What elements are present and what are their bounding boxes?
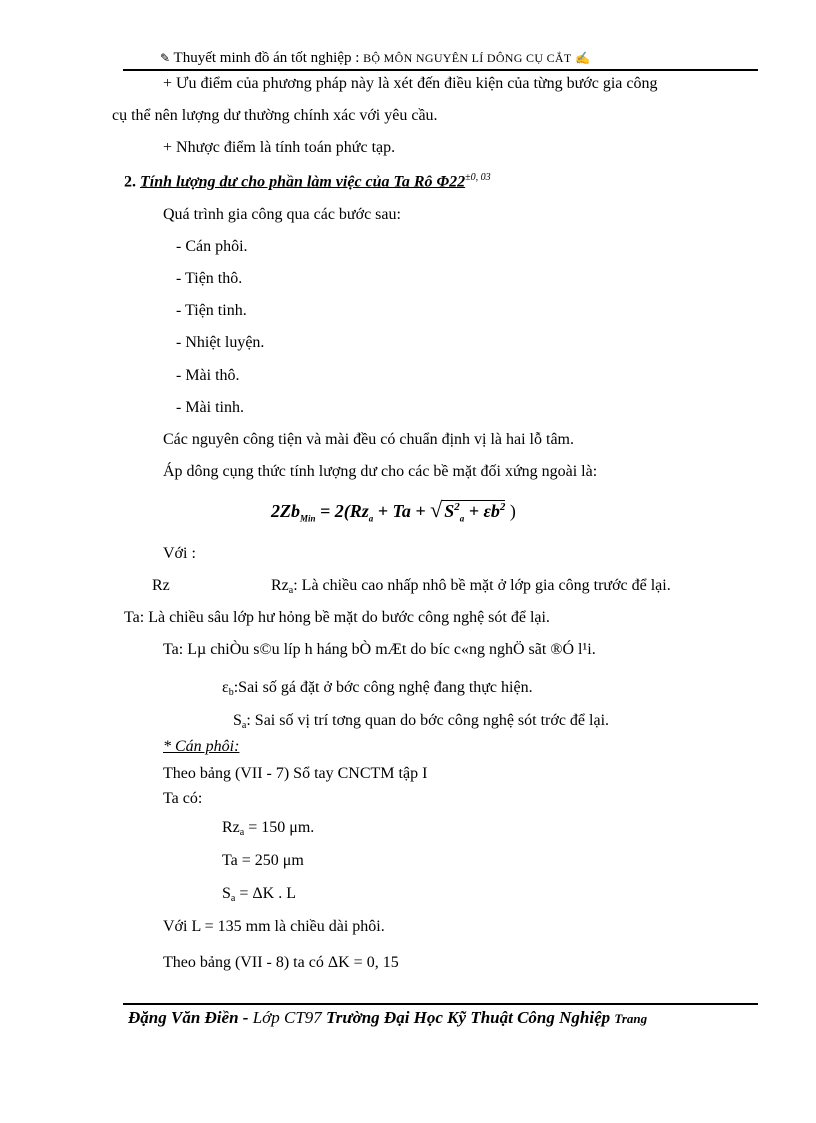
rz-value-symbol: Rz [222, 819, 240, 836]
sa-symbol: S [233, 712, 242, 729]
rza-desc: : Là chiều cao nhấp nhô bề mặt ở lớp gia công trước để lại. [293, 577, 671, 594]
step-item: - Nhiệt luyện. [176, 334, 265, 351]
process-intro: Quá trình gia công qua các bước sau: [163, 206, 401, 223]
sqrt-icon: √ [430, 497, 443, 522]
header-dept: BỘ MÔN NGUYÊN LÍ DÔNG CỤ CẮT [363, 51, 572, 65]
sa-desc: : Sai số vị trí tơng quan do bớc công nghệ sót trớc để lại. [246, 712, 610, 729]
ta-definition: Ta: Là chiều sâu lớp hư hỏng bề mặt do bước công nghệ sót để lại. [124, 609, 550, 626]
rz-symbol: Rz [152, 577, 170, 594]
pen-icon: ✍ [575, 51, 591, 65]
page-footer [128, 1008, 647, 1028]
with-label: Với : [163, 545, 196, 562]
rolling-subheading [163, 738, 239, 756]
section-number: 2. [124, 173, 136, 191]
eb-definition [222, 679, 533, 698]
step-item: - Cán phôi. [176, 238, 248, 255]
rz-value-sub: a [239, 827, 245, 838]
section-heading [124, 172, 491, 191]
sa-value-expr: = ΔK . L [235, 885, 296, 902]
formula-plus-ta: + Ta + [373, 501, 431, 521]
footer-rule [123, 1003, 758, 1005]
formula-lhs-sub: Min [300, 513, 316, 524]
advantage-line-1: + Ưu điểm của phương pháp này là xét đến điều kiện của từng bước gia công [163, 75, 658, 92]
footer-page-label: Trang [614, 1011, 648, 1026]
formula-close: ) [509, 501, 516, 521]
table-reference-2: Theo bảng (VII - 8) ta có ΔK = 0, 15 [163, 954, 399, 971]
footer-author: Đặng Văn Điền [128, 1008, 239, 1027]
locating-note: Các nguyên công tiện và mài đều có chuẩn định vị là hai lỗ tâm. [163, 431, 574, 448]
step-item: - Mài tinh. [176, 399, 244, 416]
table-reference: Theo bảng (VII - 7) Sổ tay CNCTM tập I [163, 765, 428, 782]
rz-value [222, 819, 314, 838]
formula-eq: = 2(Rz [315, 501, 369, 521]
sa-value [222, 885, 296, 904]
sa-value-symbol: S [222, 885, 231, 902]
formula-plus-eb: + εb [464, 501, 500, 521]
eb-desc: :Sai số gá đặt ở bớc công nghệ đang thực hiện. [233, 679, 533, 696]
footer-sep: - [238, 1008, 253, 1027]
ta-value: Ta = 250 μm [222, 852, 304, 869]
rolling-subheading-text: * Cán phôi: [163, 738, 240, 755]
formula-s-sub: a [459, 513, 465, 524]
rz-value-num: = 150 μm. [244, 819, 315, 836]
formula-s: S [444, 501, 455, 521]
header-rule [123, 69, 758, 71]
sa-value-sub: a [230, 893, 236, 904]
ta-definition-garbled: Ta: Lµ chiÒu s©u líp h háng bÒ mÆt do bíc c«ng nghÖ sãt ®Ó l¹i. [163, 641, 596, 658]
header-prefix: Thuyết minh đồ án tốt nghiệp : [173, 50, 360, 66]
sa-sub: a [241, 720, 247, 731]
length-note: Với L = 135 mm là chiều dài phôi. [163, 918, 385, 935]
page-header [160, 50, 590, 67]
step-item: - Tiện thô. [176, 270, 243, 287]
allowance-formula [271, 497, 516, 524]
formula-lhs: 2Zb [271, 501, 300, 521]
eb-symbol: ε [222, 679, 229, 696]
rza-sub: a [288, 585, 294, 596]
rza-symbol: Rz [271, 577, 289, 594]
step-item: - Tiện tinh. [176, 302, 247, 319]
we-have-label: Ta có: [163, 790, 203, 807]
step-item: - Mài thô. [176, 367, 240, 384]
footer-school: Trường Đại Học Kỹ Thuật Công Nghiệp [326, 1008, 611, 1027]
section-tolerance: ±0, 03 [465, 172, 491, 183]
rza-definition [271, 577, 671, 596]
disadvantage-line: + Nhược điểm là tính toán phức tạp. [163, 139, 396, 156]
advantage-line-2: cụ thể nên lượng dư thường chính xác với yêu cầu. [112, 107, 438, 124]
formula-b-sup: 2 [499, 501, 506, 513]
formula-radicand [442, 500, 506, 524]
formula-s-sup: 2 [454, 501, 460, 513]
pen-icon: ✎ [160, 51, 171, 65]
sa-definition [233, 712, 609, 731]
footer-class: Lớp CT97 [252, 1008, 322, 1027]
section-title: Tính lượng dư cho phần làm việc của Ta Rô Φ22 [140, 173, 466, 191]
formula-rz-sub: a [368, 513, 374, 524]
formula-intro: Áp dông cụng thức tính lượng dư cho các bề mặt đối xứng ngoài là: [163, 463, 598, 480]
eb-sub: b [228, 687, 234, 698]
